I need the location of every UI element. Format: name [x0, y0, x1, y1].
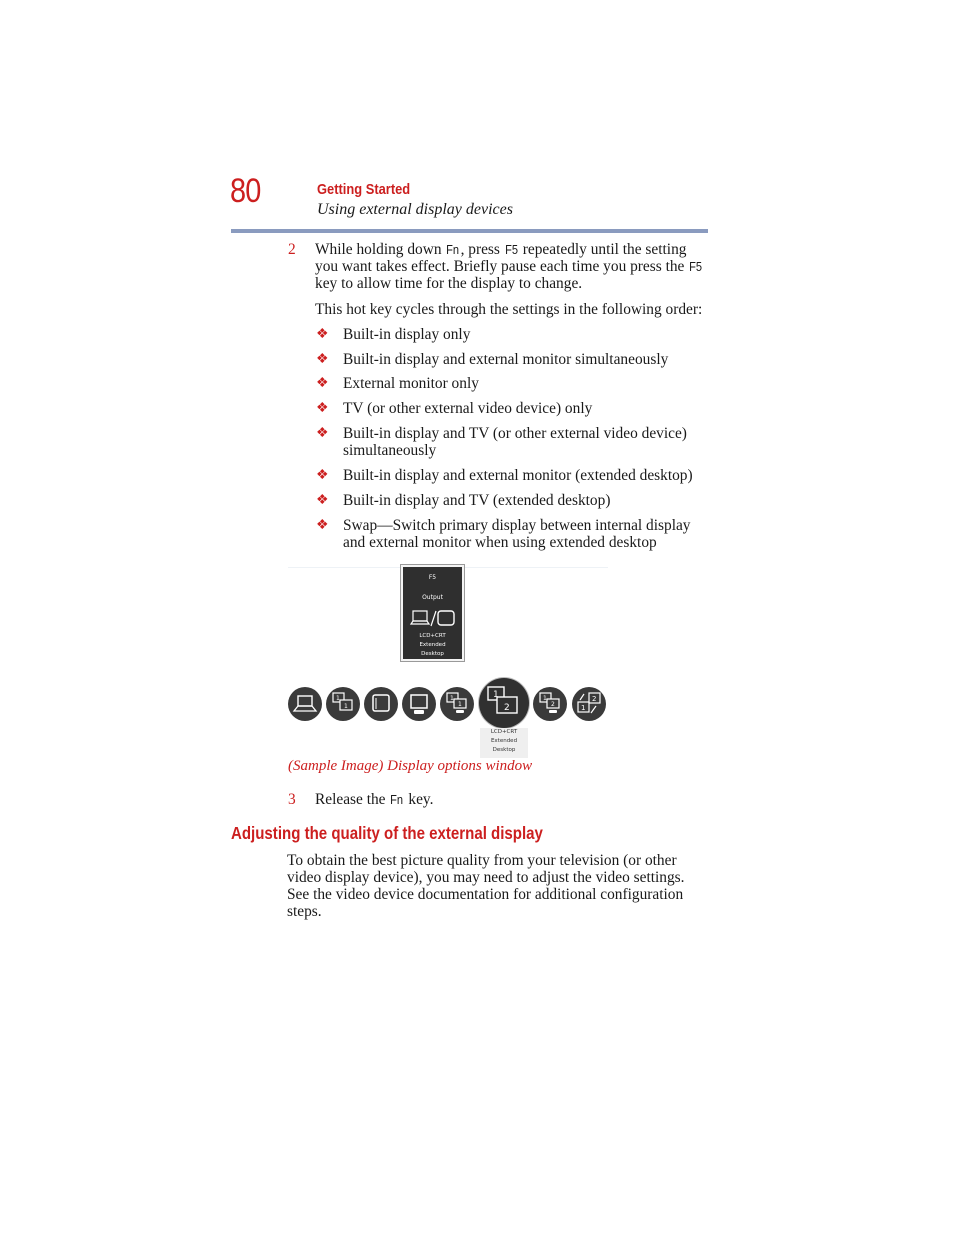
icon-number: 2: [592, 695, 597, 703]
section-title: Using external display devices: [317, 201, 513, 218]
paragraph-line-1: To obtain the best picture quality from your television (or other: [287, 852, 677, 869]
osd-key-label: F5: [428, 574, 437, 581]
bullet-marker: ❖: [316, 376, 329, 391]
body-paragraph: [287, 852, 685, 920]
bullet-marker: ❖: [316, 327, 329, 342]
icon-number: 1: [543, 695, 547, 702]
bullet-item: External monitor only: [343, 375, 479, 392]
bullet-item-line-1: Built-in display and TV (or other external video device): [343, 425, 687, 442]
bullet-item: Built-in display and external monitor (extended desktop): [343, 467, 693, 484]
bullet-item: [343, 517, 691, 551]
step-2-text-a: While holding down: [315, 241, 446, 258]
icon-number: 1: [344, 703, 348, 710]
page-number: 80: [230, 172, 261, 210]
extended-desktop-icon[interactable]: [479, 678, 529, 728]
icon-number: 2: [504, 703, 510, 713]
step-3-text-a: Release the: [315, 791, 390, 808]
step-2-number: 2: [288, 241, 296, 258]
selected-mode-line-1: LCD+CRT: [490, 729, 518, 735]
tv-icon[interactable]: [402, 687, 436, 721]
selected-mode-line-2: Extended: [490, 738, 518, 744]
chapter-title: Getting Started: [317, 181, 411, 198]
paragraph-line-4: steps.: [287, 903, 322, 920]
step-2-text-c: repeatedly until the setting: [518, 241, 687, 258]
figure-caption: (Sample Image) Display options window: [288, 758, 533, 774]
bullet-marker: ❖: [316, 352, 329, 367]
bullet-marker: ❖: [316, 401, 329, 416]
key-fn: Fn: [390, 792, 404, 807]
bullet-marker: ❖: [316, 426, 329, 441]
step-2-line-3: key to allow time for the display to change.: [315, 275, 583, 292]
bullet-marker: ❖: [316, 493, 329, 508]
osd-mode-label: [403, 632, 462, 659]
key-f5-2: F5: [689, 259, 703, 274]
step-2-line-2: you want takes effect. Briefly pause each time you press the: [315, 258, 689, 275]
bullet-marker: ❖: [316, 518, 329, 533]
header-rule: [231, 229, 708, 233]
display-options-popup: [400, 564, 465, 662]
laptop-tv-clone-icon[interactable]: [440, 687, 474, 721]
selected-mode-label: [480, 728, 528, 758]
bullet-item: TV (or other external video device) only: [343, 400, 593, 417]
bullet-item: Built-in display and TV (extended desktop): [343, 492, 611, 509]
step-3-number: 3: [288, 791, 296, 808]
laptop-monitor-clone-icon[interactable]: [326, 687, 360, 721]
bullet-item-line-2: simultaneously: [343, 442, 437, 459]
icon-number: 2: [551, 701, 555, 708]
step-3-text: [315, 791, 433, 808]
bullet-marker: ❖: [316, 468, 329, 483]
display-mode-icon-row: [288, 678, 608, 730]
selected-mode-line-3: Desktop: [492, 747, 516, 753]
osd-mode-line-2: Extended: [419, 642, 446, 648]
key-f5: F5: [504, 242, 518, 257]
icon-number: 1: [581, 704, 586, 712]
paragraph-line-2: video display device), you may need to adjust the video settings.: [287, 869, 685, 886]
step-2-text: [315, 241, 715, 292]
bullet-item: Built-in display only: [343, 326, 471, 343]
icon-number: 1: [493, 690, 499, 700]
key-fn: Fn: [446, 242, 460, 257]
osd-mode-line-3: Desktop: [421, 651, 444, 657]
icon-number: 1: [450, 695, 454, 702]
laptop-tv-extended-icon[interactable]: [533, 687, 567, 721]
monitor-icon[interactable]: [364, 687, 398, 721]
cycle-intro: This hot key cycles through the settings in the following order:: [315, 301, 703, 318]
step-2-text-b: , press: [460, 241, 504, 258]
icon-number: 1: [458, 701, 462, 708]
osd-output-label: Output: [422, 594, 443, 601]
bullet-item-line-1: Swap—Switch primary display between internal display: [343, 517, 691, 534]
paragraph-line-3: See the video device documentation for additional configuration: [287, 886, 684, 903]
laptop-icon[interactable]: [288, 687, 322, 721]
osd-laptop-monitor-icon: [409, 609, 457, 629]
icon-number: 1: [336, 695, 340, 702]
swap-icon[interactable]: [572, 687, 606, 721]
section-heading: Adjusting the quality of the external display: [231, 823, 543, 843]
osd-mode-line-1: LCD+CRT: [419, 633, 446, 639]
bullet-item: [343, 425, 687, 459]
osd-panel: [403, 567, 462, 659]
step-3-text-b: key.: [404, 791, 434, 808]
bullet-item: Built-in display and external monitor simultaneously: [343, 351, 669, 368]
bullet-item-line-2: and external monitor when using extended desktop: [343, 534, 657, 551]
